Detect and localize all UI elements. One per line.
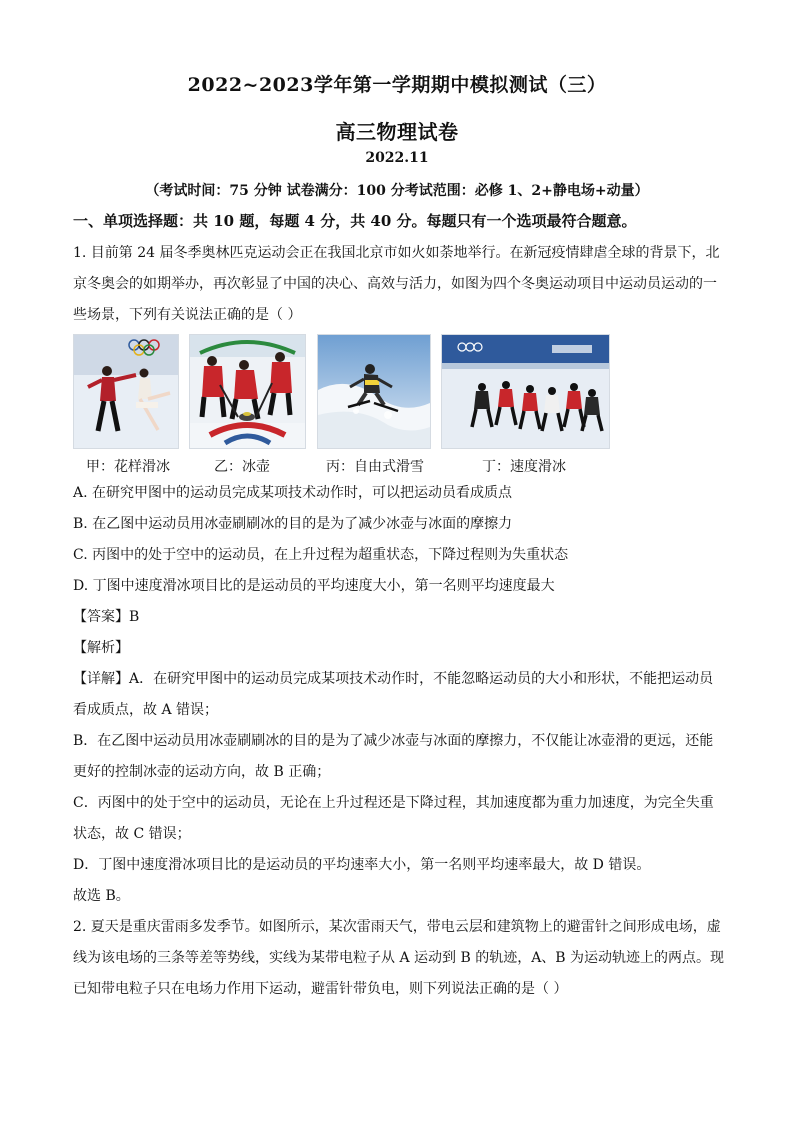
q1-option-c: C. 丙图中的处于空中的运动员，在上升过程为超重状态，下降过程则为失重状态	[73, 547, 569, 563]
figure-caption-yi: 乙：冰壶	[214, 459, 270, 475]
q1-analysis-label: 【解析】	[73, 640, 129, 656]
section-heading: 一、单项选择题：共 10 题，每题 4 分，共 40 分。每题只有一个选项最符合题意。	[73, 212, 637, 230]
q1-figure	[73, 334, 633, 448]
exam-info: （考试时间：75 分钟 试卷满分：100 分考试范围：必修 1、2+静电场+动量）	[145, 183, 649, 199]
q1-option-b: B. 在乙图中运动员用冰壶刷刷冰的目的是为了减少冰壶与冰面的摩擦力	[73, 516, 513, 532]
freestyle-skiing-photo	[317, 334, 431, 449]
q2-stem-line: 2. 夏天是重庆雷雨多发季节。如图所示，某次雷雨天气，带电云层和建筑物上的避雷针之间形成电场，虚	[73, 919, 721, 935]
q1-option-d: D. 丁图中速度滑冰项目比的是运动员的平均速度大小，第一名则平均速度最大	[73, 578, 555, 594]
q1-detail-line: 看成质点，故 A 错误；	[73, 702, 219, 718]
q1-detail-line: 故选 B。	[73, 888, 130, 904]
curling-photo	[189, 334, 306, 449]
figure-skating-photo	[73, 334, 179, 449]
q2-stem-line: 已知带电粒子只在电场力作用下运动，避雷针带负电，则下列说法正确的是（ ）	[73, 981, 568, 997]
q1-detail-line: C．丙图中的处于空中的运动员，无论在上升过程还是下降过程，其加速度都为重力加速度，为完全失重	[73, 795, 714, 811]
q1-stem-line: 些场景，下列有关说法正确的是（ ）	[73, 307, 302, 323]
q1-detail-line: 状态，故 C 错误；	[73, 826, 191, 842]
q1-answer: 【答案】B	[73, 609, 140, 625]
figure-caption-bing: 丙：自由式滑雪	[326, 459, 424, 475]
q1-detail-line: 【详解】A．在研究甲图中的运动员完成某项技术动作时，不能忽略运动员的大小和形状，不能把运动员	[73, 671, 714, 687]
q1-detail-line: 更好的控制冰壶的运动方向，故 B 正确；	[73, 764, 331, 780]
q1-option-a: A. 在研究甲图中的运动员完成某项技术动作时，可以把运动员看成质点	[73, 485, 513, 501]
q2-stem-line: 线为该电场的三条等差等势线，实线为某带电粒子从 A 运动到 B 的轨迹，A、B 为运动轨迹上的两点。现	[73, 950, 725, 966]
figure-caption-jia: 甲：花样滑冰	[86, 459, 170, 475]
q1-detail-line: D．丁图中速度滑冰项目比的是运动员的平均速率大小，第一名则平均速率最大，故 D 错误。	[73, 857, 651, 873]
q1-stem-line: 1. 目前第 24 届冬季奥林匹克运动会正在我国北京市如火如荼地举行。在新冠疫情肆虐全球的背景下，北	[73, 245, 720, 261]
q1-stem-line: 京冬奥会的如期举办，再次彰显了中国的决心、高效与活力，如图为四个冬奥运动项目中运动员运动的一	[73, 276, 717, 292]
speed-skating-photo	[441, 334, 610, 449]
exam-date: 2022.11	[365, 150, 429, 166]
figure-caption-ding: 丁：速度滑冰	[482, 459, 566, 475]
q1-detail-line: B．在乙图中运动员用冰壶刷刷冰的目的是为了减少冰壶与冰面的摩擦力，不仅能让冰壶滑的更远，还能	[73, 733, 714, 749]
exam-title: 2022~2023学年第一学期期中模拟测试（三）	[187, 74, 607, 96]
exam-subtitle: 高三物理试卷	[335, 120, 459, 144]
